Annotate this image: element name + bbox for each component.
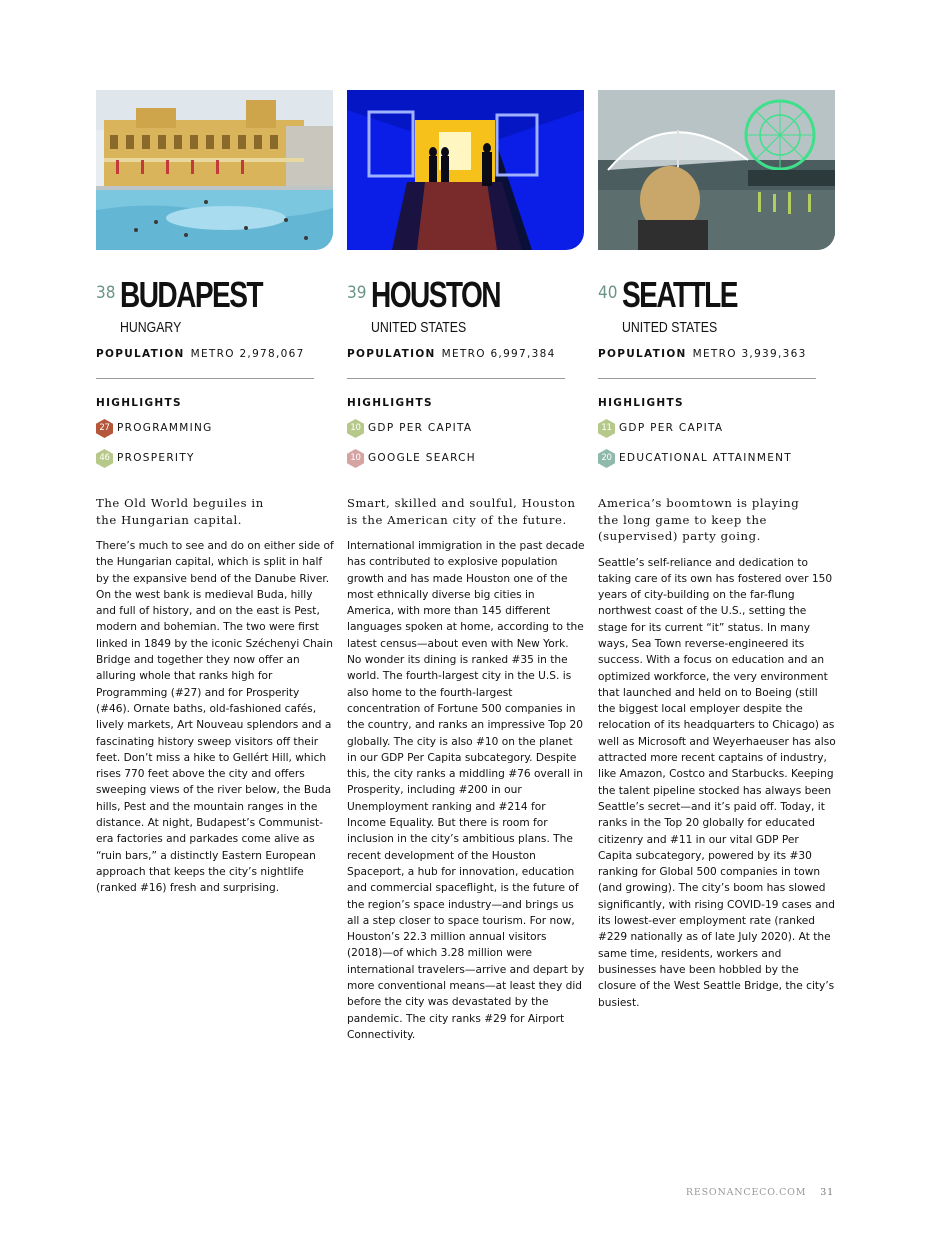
highlight-rank: 27 bbox=[99, 423, 110, 433]
highlight-rank: 11 bbox=[601, 423, 612, 433]
highlight-label: EDUCATIONAL ATTAINMENT bbox=[619, 452, 792, 464]
city-rank: 38 bbox=[96, 283, 116, 303]
city-country: UNITED STATES bbox=[371, 319, 467, 336]
lead-text: Smart, skilled and soulful, Houston is the American city of the future. bbox=[347, 496, 576, 527]
highlight-item bbox=[347, 419, 585, 439]
city-card-houston bbox=[347, 90, 585, 1043]
highlight-rank: 46 bbox=[99, 453, 110, 463]
highlight-item bbox=[598, 449, 836, 469]
highlight-label: GDP PER CAPITA bbox=[368, 422, 473, 434]
seattle-photo bbox=[598, 90, 835, 250]
city-rank: 40 bbox=[598, 283, 618, 303]
population-value: METRO 3,939,363 bbox=[692, 348, 807, 360]
population-value: METRO 6,997,384 bbox=[441, 348, 556, 360]
highlight-item bbox=[347, 449, 585, 469]
highlight-rank: 10 bbox=[350, 453, 361, 463]
highlight-label: GDP PER CAPITA bbox=[619, 422, 724, 434]
city-name: HOUSTON bbox=[371, 274, 500, 315]
body-text: International immigration in the past decade has contributed to explosive population growth and has made Houston one of the most ethnically diverse big cities in America, with more than 145 different languages spoken at home, according to the latest census—about even with New York. No wonder its dining is ranked #35 in the world. The fourth-largest city in the U.S. is also home to the fourth-largest concentration of Fortune 500 companies in the country, and ranks an impressive Top 20 globally. The city is also #10 on the planet in our GDP Per Capita subcategory. Despite this, the city ranks a middling #76 overall in Prosperity, including #200 in our Unemployment ranking and #214 for Income Equality. But there is room for inclusion in the city’s ambitious plans. The recent development of the Houston Spaceport, a hub for innovation, education and commercial spaceflight, is the future of the region’s space industry—and brings us all a step closer to space tourism. For now, Houston’s 22.3 million annual visitors (2018)—of which 3.28 million were international travelers—arrive and depart by more conventional means—at least they did before the city was devastated by the pandemic. The city ranks #29 for Airport Connectivity. bbox=[347, 540, 585, 1041]
population bbox=[598, 348, 836, 360]
highlight-label: PROSPERITY bbox=[117, 452, 195, 464]
highlight-item bbox=[598, 419, 836, 439]
city-name: BUDAPEST bbox=[120, 274, 262, 315]
city-name: SEATTLE bbox=[622, 274, 737, 315]
body-text: There’s much to see and do on either side of the Hungarian capital, which is split in half by the expansive bend of the Danube River. On the west bank is medieval Buda, hilly and full of history, and on the east is Pest, modern and bohemian. The two were first linked in 1849 by the iconic Széchenyi Chain Bridge and together they now offer an alluring whole that ranks high for Programming (#27) and for Prosperity (#46). Ornate baths, old-fashioned cafés, lively markets, Art Nouveau splendors and a fascinating history sweep visitors off their feet. Don’t miss a hike to Gellért Hill, which rises 770 feet above the city and offers sweeping views of the river below, the Buda hills, Pest and the mountain ranges in the distance. At night, Budapest’s Communist-era factories and parkades come alive as “ruin bars,” a distinctly Eastern European approach that keeps the city’s nightlife (ranked #16) fresh and surprising. bbox=[96, 540, 334, 895]
houston-photo bbox=[347, 90, 584, 250]
lead-text: The Old World beguiles in the Hungarian capital. bbox=[96, 496, 264, 527]
divider bbox=[96, 378, 314, 379]
highlight-rank: 10 bbox=[350, 423, 361, 433]
city-card-budapest bbox=[96, 90, 334, 897]
highlight-item bbox=[96, 449, 334, 469]
divider bbox=[347, 378, 565, 379]
city-country: HUNGARY bbox=[120, 319, 182, 336]
site-url: RESONANCECO.COM bbox=[685, 1187, 807, 1198]
divider bbox=[598, 378, 816, 379]
page-number: 31 bbox=[820, 1187, 834, 1198]
page-footer bbox=[686, 1187, 834, 1198]
highlight-rank: 20 bbox=[601, 453, 612, 463]
highlight-label: GOOGLE SEARCH bbox=[368, 452, 477, 464]
budapest-photo bbox=[96, 90, 333, 250]
city-country: UNITED STATES bbox=[622, 319, 718, 336]
highlight-item bbox=[96, 419, 334, 439]
city-title bbox=[598, 274, 836, 338]
population bbox=[96, 348, 334, 360]
population-value: METRO 2,978,067 bbox=[190, 348, 305, 360]
population-label: POPULATION bbox=[598, 348, 687, 360]
highlights-heading: HIGHLIGHTS bbox=[598, 397, 684, 409]
city-title bbox=[347, 274, 585, 338]
highlights-heading: HIGHLIGHTS bbox=[96, 397, 182, 409]
city-title bbox=[96, 274, 334, 338]
highlight-label: PROGRAMMING bbox=[117, 422, 213, 434]
population-label: POPULATION bbox=[96, 348, 185, 360]
city-card-seattle bbox=[598, 90, 836, 1011]
lead-text: America’s boomtown is playing the long game to keep the (supervised) party going. bbox=[598, 496, 800, 543]
city-rank: 39 bbox=[347, 283, 367, 303]
body-text: Seattle’s self-reliance and dedication to taking care of its own has fostered over 150 years of city-building on the far-flung northwest coast of the U.S., setting the stage for its current “it” status. In many ways, Sea Town reverse-engineered its success. With a focus on education and an optimized workforce, the very environment that launched and held on to Boeing (still the biggest local employer despite the relocation of its headquarters to Chicago) as well as Microsoft and Weyerhaeuser has also attracted more recent captains of industry, like Amazon, Costco and Starbucks. Keeping the talent pipeline stocked has always been Seattle’s secret—and it’s paid off. Today, it ranks in the Top 20 globally for educated citizenry and #11 in our vital GDP Per Capita subcategory, powered by its #30 ranking for Global 500 companies in town (and growing). The city’s boom has slowed significantly, with rising COVID-19 cases and its lowest-ever employment rate (ranked #229 nationally as of late July 2020). At the same time, residents, workers and businesses have been hobbled by the closure of the West Seattle Bridge, the city’s busiest. bbox=[598, 556, 836, 1009]
highlights-heading: HIGHLIGHTS bbox=[347, 397, 433, 409]
population bbox=[347, 348, 585, 360]
population-label: POPULATION bbox=[347, 348, 436, 360]
